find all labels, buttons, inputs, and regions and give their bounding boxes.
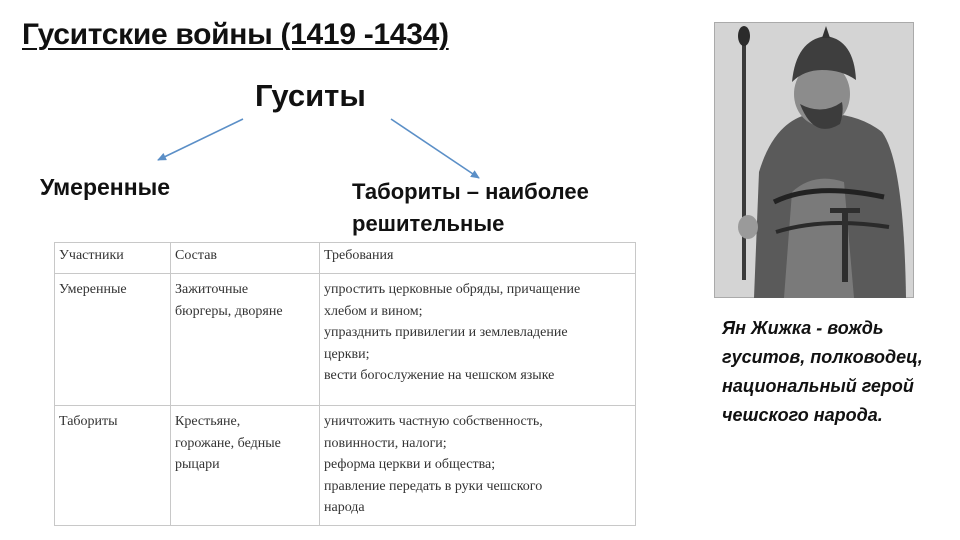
- taborites-label: Табориты – наиболее решительные: [352, 179, 589, 236]
- jan-zizka-portrait: [714, 22, 914, 298]
- header-demands: Требования: [320, 243, 636, 274]
- header-composition: Состав: [171, 243, 320, 274]
- demands-cell: уничтожить частную собственность, повинности, налоги; реформа церкви и общества; правление передать в руки чешского народа: [320, 406, 636, 526]
- arrow-to-moderates: [158, 119, 243, 160]
- hussites-heading: Гуситы: [255, 78, 366, 113]
- participant-cell: Умеренные: [55, 274, 171, 406]
- moderates-label: Умеренные: [40, 174, 171, 200]
- header-participants: Участники: [55, 243, 171, 274]
- arrow-to-taborites: [391, 119, 479, 178]
- hussite-factions-table: [54, 242, 636, 526]
- table-header-row: [55, 243, 636, 274]
- participant-cell: Табориты: [55, 406, 171, 526]
- slide-title: Гуситские войны (1419 -1434): [22, 18, 449, 51]
- composition-cell: Крестьяне, горожане, бедные рыцари: [171, 406, 320, 526]
- composition-cell: Зажиточные бюргеры, дворяне: [171, 274, 320, 406]
- demands-cell: упростить церковные обряды, причащение хлебом и вином; упразднить привилегии и землевладение церкви; вести богослужение на чешском языке: [320, 274, 636, 406]
- portrait-caption: Ян Жижка - вождь гуситов, полководец, национальный герой чешского народа.: [722, 318, 923, 425]
- table-row: [55, 274, 636, 406]
- table-row: [55, 406, 636, 526]
